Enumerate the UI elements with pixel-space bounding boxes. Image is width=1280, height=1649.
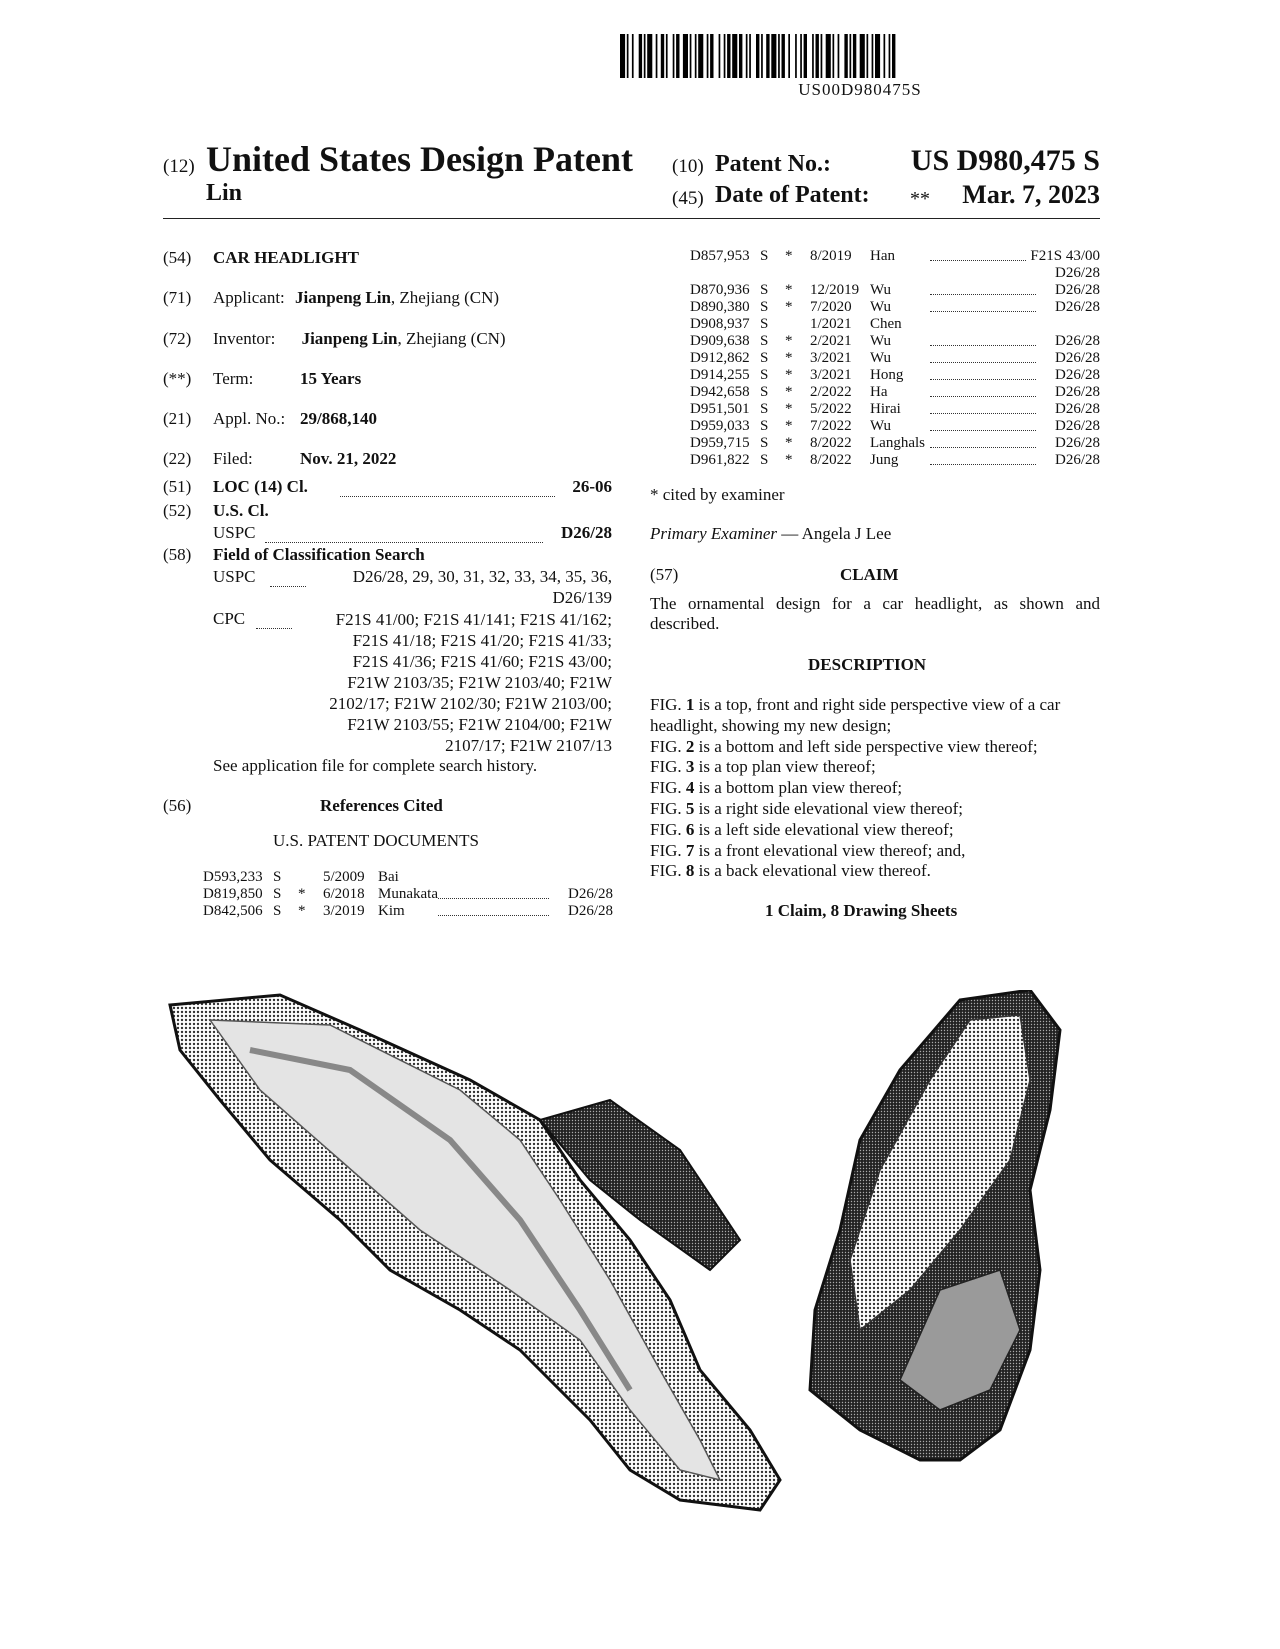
field-71-code: (71) (163, 288, 192, 307)
reference-cited-mark: * (785, 248, 793, 264)
reference-inventor: Munakata (378, 886, 438, 902)
reference-kind: S (760, 418, 769, 434)
reference-number: D890,380 (690, 299, 750, 315)
description-heading: DESCRIPTION (808, 655, 927, 674)
field-58-code: (58) (163, 545, 192, 564)
reference-kind: S (760, 333, 769, 349)
figure-number: 7 (685, 840, 695, 860)
date-label: Date of Patent: (715, 182, 870, 208)
field-21-code: (21) (163, 409, 192, 428)
search-uspc-line-2: D26/139 (552, 588, 612, 607)
cpc-line: F21S 41/18; F21S 41/20; F21S 41/33; (352, 631, 612, 650)
reference-number: D870,936 (690, 282, 750, 298)
us-cl-label: U.S. Cl. (213, 501, 269, 520)
reference-kind: S (760, 435, 769, 451)
reference-date: 7/2022 (810, 418, 852, 434)
reference-date: 2/2022 (810, 384, 852, 400)
reference-kind: S (273, 903, 282, 919)
reference-kind: S (760, 452, 769, 468)
figure-text: is a back elevational view thereof. (694, 861, 931, 881)
reference-row (690, 418, 1100, 435)
barcode-number: US00D980475S (798, 80, 922, 99)
barcode (620, 34, 1100, 78)
leader-dots (930, 418, 1036, 431)
reference-kind: S (760, 248, 769, 264)
reference-date: 12/2019 (810, 282, 860, 298)
figure-description-line (650, 757, 1120, 778)
leader-dots (930, 384, 1036, 397)
reference-cited-mark: * (785, 282, 793, 298)
reference-inventor: Kim (378, 903, 405, 919)
claim-heading: CLAIM (840, 565, 899, 584)
code-12: (12) (163, 156, 195, 177)
reference-class: D26/28 (1052, 452, 1100, 469)
filed-value: Nov. 21, 2022 (300, 449, 397, 468)
reference-date: 3/2021 (810, 350, 852, 366)
reference-row-continuation (690, 265, 1100, 282)
us-docs-heading: U.S. PATENT DOCUMENTS (273, 831, 479, 850)
headlight-figure-2 (810, 990, 1060, 1460)
reference-row (690, 333, 1100, 350)
right-references (690, 248, 1100, 478)
figure-number: 4 (685, 778, 695, 798)
reference-class: D26/28 (1052, 435, 1100, 452)
inventor-field (213, 329, 506, 349)
reference-kind: S (273, 869, 282, 885)
leader-dots (265, 530, 543, 543)
applicant-name: Jianpeng Lin (295, 288, 391, 307)
left-references (203, 869, 613, 929)
uspc-label: USPC (213, 523, 256, 542)
references-heading: References Cited (320, 796, 443, 815)
reference-kind: S (760, 367, 769, 383)
figure-text: FIG. (650, 695, 686, 714)
reference-kind: S (273, 886, 282, 902)
figure-description-line (650, 820, 1120, 841)
cpc-line: 2107/17; F21W 2107/13 (445, 736, 612, 755)
reference-inventor: Wu (870, 350, 892, 366)
reference-date: 8/2019 (810, 248, 852, 264)
applicant-place: , Zhejiang (CN) (390, 288, 500, 307)
cpc-line: F21S 41/36; F21S 41/60; F21S 43/00; (352, 652, 612, 671)
reference-inventor: Han (870, 248, 895, 264)
reference-inventor: Hong (870, 367, 904, 383)
reference-number: D857,953 (690, 248, 750, 264)
cited-note: * cited by examiner (650, 485, 785, 504)
reference-kind: S (760, 299, 769, 315)
leader-dots (930, 435, 1036, 448)
reference-row (690, 401, 1100, 418)
reference-class: F21S 43/00 (1027, 248, 1100, 265)
reference-number: D942,658 (690, 384, 750, 400)
primary-examiner (650, 524, 891, 544)
code-10: (10) (672, 156, 704, 177)
figure-text: FIG. (650, 798, 686, 818)
uspc-value: D26/28 (561, 523, 612, 542)
claim-code: (57) (650, 565, 679, 584)
reference-kind: S (760, 384, 769, 400)
reference-inventor: Wu (870, 333, 892, 349)
reference-class: D26/28 (1052, 384, 1100, 401)
figure-text: is a bottom and left side perspective view thereof; (694, 736, 1038, 756)
reference-number: D593,233 (203, 869, 263, 885)
reference-inventor: Chen (870, 316, 902, 332)
loc-value: 26-06 (572, 477, 612, 496)
figure-text: is a top plan view thereof; (694, 757, 876, 777)
code-45: (45) (672, 188, 704, 209)
reference-row (690, 282, 1100, 299)
claims-summary: 1 Claim, 8 Drawing Sheets (765, 901, 958, 920)
applicant-field (213, 288, 499, 308)
cpc-list (280, 609, 612, 756)
document-title: United States Design Patent (206, 139, 633, 179)
reference-row (690, 452, 1100, 469)
field-52-code: (52) (163, 501, 192, 520)
reference-kind: S (760, 282, 769, 298)
appl-no-label: Appl. No.: (213, 409, 286, 428)
field-72-code: (72) (163, 329, 192, 348)
figure-text: FIG. (650, 861, 686, 881)
reference-date: 3/2021 (810, 367, 852, 383)
reference-inventor: Hirai (870, 401, 901, 417)
reference-cited-mark: * (785, 350, 793, 366)
reference-row (203, 903, 613, 920)
search-history-note: See application file for complete search history. (213, 756, 538, 775)
reference-row (690, 248, 1100, 265)
reference-class: D26/28 (1052, 367, 1100, 384)
figure-text: is a right side elevational view thereof; (694, 798, 964, 818)
inventor-label: Inventor: (213, 329, 276, 348)
leader-dots (930, 452, 1036, 465)
reference-row (690, 435, 1100, 452)
header-rule (163, 218, 1100, 219)
reference-kind: S (760, 316, 769, 332)
reference-number: D912,862 (690, 350, 750, 366)
claim-text-line-2: described. (650, 614, 720, 633)
reference-number: D914,255 (690, 367, 750, 383)
loc-label: LOC (14) Cl. (213, 477, 308, 496)
reference-number: D959,715 (690, 435, 750, 451)
figure-description-line (650, 778, 1120, 799)
reference-row (690, 350, 1100, 367)
leader-dots (930, 350, 1036, 363)
reference-kind: S (760, 401, 769, 417)
claim-text-line-1: The ornamental design for a car headlight, as shown and (650, 594, 1100, 613)
field-search-label: Field of Classification Search (213, 545, 425, 564)
reference-class: D26/28 (1052, 282, 1100, 299)
leader-dots (930, 248, 1036, 261)
inventor-name: Jianpeng Lin (301, 329, 398, 348)
reference-cited-mark: * (785, 299, 793, 315)
figure-text: FIG. (650, 840, 686, 860)
patent-no-label: Patent No.: (715, 151, 831, 177)
figure-number: 6 (685, 819, 695, 839)
reference-row (203, 869, 613, 886)
reference-cited-mark: * (785, 452, 793, 468)
figure-text: is a front elevational view thereof; and, (694, 840, 966, 860)
reference-date: 6/2018 (323, 886, 365, 902)
headlight-drawings (160, 990, 1120, 1550)
reference-inventor: Bai (378, 869, 399, 885)
reference-class: D26/28 (1052, 418, 1100, 435)
reference-number: D819,850 (203, 886, 263, 902)
reference-inventor: Wu (870, 299, 892, 315)
figure-text: FIG. (650, 819, 686, 839)
appl-no-value: 29/868,140 (300, 409, 377, 428)
reference-class: D26/28 (1052, 350, 1100, 367)
reference-cited-mark: * (298, 886, 306, 902)
leader-dots (930, 367, 1036, 380)
design-title: CAR HEADLIGHT (213, 248, 359, 267)
examiner-label: Primary Examiner (650, 524, 778, 543)
reference-class: D26/28 (565, 886, 613, 903)
reference-cited-mark: * (785, 418, 793, 434)
reference-class: D26/28 (565, 903, 613, 920)
reference-date: 5/2022 (810, 401, 852, 417)
figure-description-line (650, 716, 1120, 737)
inventor-place: , Zhejiang (CN) (397, 329, 506, 348)
figure-description-line (650, 841, 1120, 862)
term-value: 15 Years (300, 369, 362, 388)
reference-date: 7/2020 (810, 299, 852, 315)
leader-dots (930, 333, 1036, 346)
figure-text: FIG. (650, 778, 686, 798)
leader-dots (340, 484, 555, 497)
figure-description-line (650, 737, 1120, 758)
examiner-name: — Angela J Lee (781, 524, 892, 543)
leader-dots (438, 886, 549, 899)
reference-date: 8/2022 (810, 452, 852, 468)
figure-text: FIG. (650, 736, 686, 756)
leader-dots (930, 299, 1036, 312)
figure-description-line (650, 695, 1120, 716)
reference-number: D959,033 (690, 418, 750, 434)
reference-inventor: Wu (870, 418, 892, 434)
figure-text: is a bottom plan view thereof; (694, 778, 903, 798)
reference-inventor: Langhals (870, 435, 925, 451)
reference-class: D26/28 (1052, 401, 1100, 418)
reference-row (690, 316, 1100, 333)
reference-cited-mark: * (785, 367, 793, 383)
reference-class: D26/28 (1052, 333, 1100, 350)
term-label: Term: (213, 369, 254, 388)
reference-date: 8/2022 (810, 435, 852, 451)
search-uspc-line-1: D26/28, 29, 30, 31, 32, 33, 34, 35, 36, (352, 567, 612, 586)
reference-cited-mark: * (785, 401, 793, 417)
search-uspc-label: USPC (213, 567, 256, 586)
figure-text: FIG. (650, 757, 686, 777)
patent-date: Mar. 7, 2023 (962, 180, 1100, 209)
date-mark: ** (910, 188, 930, 210)
reference-kind: S (760, 350, 769, 366)
figure-description-line (650, 861, 1120, 882)
reference-inventor: Jung (870, 452, 899, 468)
reference-cited-mark: * (785, 333, 793, 349)
reference-number: D961,822 (690, 452, 750, 468)
figure-number: 8 (685, 861, 695, 881)
reference-number: D909,638 (690, 333, 750, 349)
figure-number: 3 (685, 757, 695, 777)
filed-label: Filed: (213, 449, 253, 468)
figure-text: is a left side elevational view thereof; (694, 819, 954, 839)
field-22-code: (22) (163, 449, 192, 468)
reference-date: 1/2021 (810, 316, 852, 332)
reference-class: D26/28 (1055, 265, 1100, 281)
search-cpc-label: CPC (213, 609, 246, 628)
figure-descriptions (650, 695, 1120, 882)
figure-description-line (650, 799, 1120, 820)
reference-inventor: Wu (870, 282, 892, 298)
headlight-figure-1 (170, 995, 780, 1510)
inventor-surname: Lin (206, 180, 243, 206)
cpc-line: 2102/17; F21W 2102/30; F21W 2103/00; (329, 694, 612, 713)
figure-number: 5 (685, 798, 695, 818)
figure-number: 1 (685, 695, 695, 714)
figure-text: headlight, showing my new design; (650, 715, 892, 735)
reference-row (690, 384, 1100, 401)
field-51-code: (51) (163, 477, 192, 496)
cpc-line: F21S 41/00; F21S 41/141; F21S 41/162; (335, 610, 612, 629)
cpc-line: F21W 2103/35; F21W 2103/40; F21W (347, 673, 612, 692)
reference-inventor: Ha (870, 384, 888, 400)
applicant-label: Applicant: (213, 288, 285, 307)
reference-class: D26/28 (1052, 299, 1100, 316)
reference-cited-mark: * (298, 903, 306, 919)
figure-number: 2 (685, 736, 695, 756)
leader-dots (930, 401, 1036, 414)
reference-date: 5/2009 (323, 869, 365, 885)
reference-date: 2/2021 (810, 333, 852, 349)
field-54-code: (54) (163, 248, 192, 267)
patent-number: US D980,475 S (910, 144, 1100, 177)
cpc-line: F21W 2103/55; F21W 2104/00; F21W (347, 715, 612, 734)
leader-dots (438, 903, 549, 916)
reference-date: 3/2019 (323, 903, 365, 919)
reference-cited-mark: * (785, 435, 793, 451)
reference-number: D951,501 (690, 401, 750, 417)
reference-number: D842,506 (203, 903, 263, 919)
leader-dots (930, 282, 1036, 295)
term-code: (**) (163, 369, 192, 388)
reference-row (203, 886, 613, 903)
reference-cited-mark: * (785, 384, 793, 400)
figure-text: is a top, front and right side perspective view of a car (694, 695, 1061, 714)
reference-row (690, 367, 1100, 384)
field-56-code: (56) (163, 796, 192, 815)
reference-number: D908,937 (690, 316, 750, 332)
reference-row (690, 299, 1100, 316)
